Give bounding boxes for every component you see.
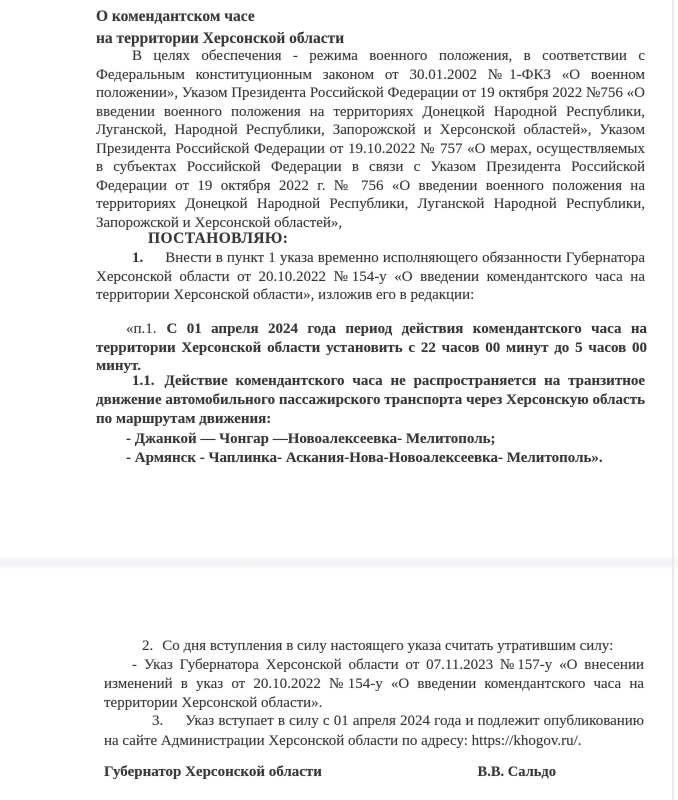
clause-2 <box>104 637 644 656</box>
resolution-heading: ПОСТАНОВЛЯЮ: <box>148 230 289 247</box>
clause-3-number: 3. <box>152 713 164 729</box>
clause-3-text: Указ вступает в силу с 01 апреля 2024 года и подлежит опубликованию на сайте Администрации Херсонской области по адресу: https://khogov.ru/. <box>104 713 644 749</box>
clause-1-number: 1. <box>132 250 144 266</box>
signature-row <box>104 763 644 782</box>
transit-route-2: - Армянск - Чаплинка- Аскания-Нова-Новоалексеевка- Мелитополь». <box>126 450 603 466</box>
page-break-band <box>0 556 678 569</box>
document-title-line2: на территории Херсонской области <box>96 30 345 47</box>
signature-name: В.В. Сальдо <box>477 764 556 780</box>
clause-1-1-text: Действие комендантского часа не распространяется на транзитное движение автомобильного пассажирского транспорта через Херсонскую область по маршрутам движения: <box>96 373 645 427</box>
clause-p1-text: С 01 апреля 2024 года период действия комендантского часа на территории Херсонской области установить с 22 часов 00 минут до 5 часов 00 минут. <box>96 321 647 374</box>
signature-position: Губернатор Херсонской области <box>104 764 322 780</box>
clause-2-text: Со дня вступления в силу настоящего указа считать утратившим силу: <box>162 638 614 654</box>
clause-1-text: Внести в пункт 1 указа временно исполняющего обязанности Губернатора Херсонской области от 20.10.2022 №154-у «О введении комендантского часа на территории Херсонской области», изложив его в редакции: <box>96 250 645 303</box>
transit-route-1: - Джанкой — Чонгар —Новоалексеевка- Мелитополь; <box>126 431 496 447</box>
page-edge-line <box>672 0 674 800</box>
clause-3 <box>104 712 644 751</box>
document-title-line1: О комендантском часе <box>96 8 255 25</box>
clause-1 <box>96 249 645 305</box>
clause-2-repealed-decree: - Указ Губернатора Херсонской области от 07.11.2023 №157-у «О внесении изменений в указ от 20.10.2022 №154-у «О введении комендантского часа на территории Херсонской области». <box>104 657 644 711</box>
preamble-paragraph: В целях обеспечения - режима военного положения, в соответствии с Федеральным конституционным законом от 30.01.2002 №1-ФКЗ «О военном положении», Указом Президента Российской Федерации от 19 октября 2022 №756 «О введении военного положения на территориях Донецкой Народной Республики, Луганской, Народной Республики, Запорожской и Херсонской областей», Указом Президента Российской Федерации от 19.10.2022 № 757 «О мерах, осуществляемых в субъектах Российской Федерации в связи с Указом Президента Российской Федерации от 19 октября 2022 г. № 756 «О введении военного положения на территориях Донецкой Народной Республики, Луганской Народной Республики, Запорожской и Херсонской областей», <box>96 48 645 231</box>
clause-1-1-number: 1.1. <box>132 373 155 389</box>
clause-1-1 <box>96 372 645 429</box>
document-title <box>96 6 496 50</box>
clause-2-number: 2. <box>142 638 154 654</box>
clause-p1-amendment <box>96 320 647 376</box>
clause-p1-label: «п.1. <box>126 321 157 337</box>
